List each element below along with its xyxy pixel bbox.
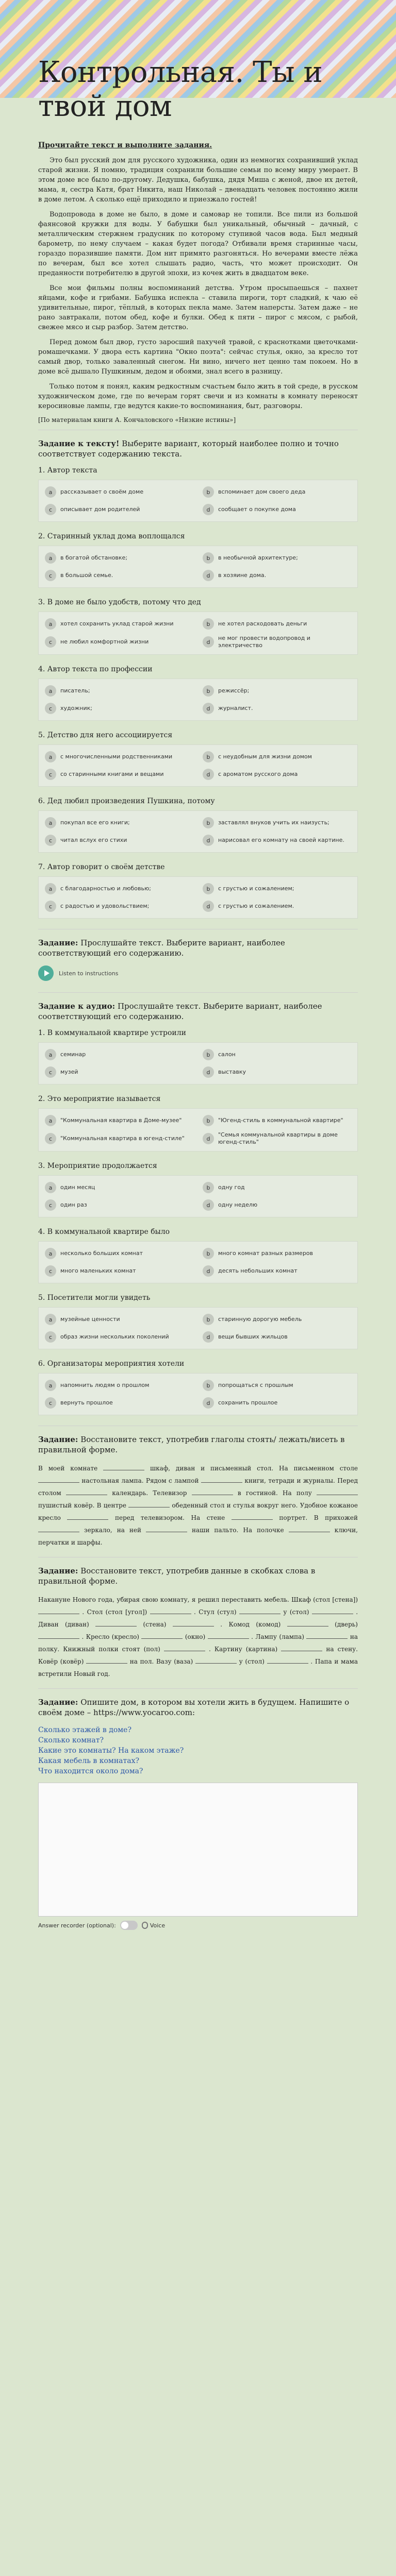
option-text: нарисовал его комнату на своей картине. [218,837,344,843]
question-block [38,1029,358,1084]
guiding-question: Что находится около дома? [38,1767,143,1775]
option-text: "Семья коммунальной квартиры в доме югенд-стиль" [218,1131,338,1145]
option-text: не мог провести водопровод и электричество [218,635,310,649]
question-block [38,466,358,522]
option-text: несколько больших комнат [60,1250,143,1257]
task-title [38,438,358,459]
question-block [38,797,358,853]
option-text: хотел сохранить уклад старой жизни [60,620,174,627]
blank-input[interactable] [289,1525,330,1532]
task-describe-house [38,1688,358,1930]
blank-input[interactable] [208,1632,249,1639]
answer-option-c[interactable] [45,1198,193,1212]
option-letter-circle[interactable]: b [203,552,214,564]
option-text: не любил комфортной жизни [60,638,149,645]
answer-option-a[interactable] [45,551,193,565]
question-text: 1. В коммунальной квартире устроили [38,1029,186,1037]
option-text: один месяц [60,1184,95,1191]
option-letter-circle[interactable]: c [45,636,56,648]
option-text: "Югенд-стиль в коммунальной квартире" [218,1117,343,1124]
reading-paragraph: Перед домом был двор, густо заросший пахучей травой, с краснотками цветочками-ромашечками. У двора есть картина "Окно поэта": сейчас стулья, окно, за кресло тот самый двор, только заваленный снегом. Ни вино, ничего нет ценно там покоем. Но в доме всё дышало Пушкиным, дедом и обоями, знал всего в разницу. [38,338,358,376]
reading-paragraph: Водопровода в доме не было, в доме и самовар не топили. Все пили из большой фаянсовой кружки для воды. У бабушки был уникальный, обычный – дачный, с металлическим стержнем градусник по которому ступивой часов вода. Был медный барометр, по нему случаем – какая будет погода? Отбивали время старинные часы, гораздо поразившие памяти. Дом нит примято разгоняться. Но вечерами вместе лёжа по вечерам, был все хотел слышать радио, часть, что может происходит. Он преданности потребителю в другой эпохи, из кочек жить в двадцатом веке. [38,211,358,277]
task-word-forms-fill [38,1557,358,1680]
answer-option-c[interactable] [45,1330,193,1344]
answer-options [38,1373,358,1415]
option-text: с благодарностью и любовью; [60,885,151,892]
answer-option-d[interactable] [203,1330,351,1344]
option-letter-circle[interactable]: a [45,1314,56,1325]
blank-input[interactable] [141,1632,183,1639]
option-text: журналист. [218,705,253,711]
option-letter-circle[interactable]: b [203,685,214,697]
answer-options [38,744,358,787]
option-letter-circle[interactable]: d [203,901,214,912]
answer-option-a[interactable] [45,617,193,631]
task-label: Задание: [38,938,78,947]
answer-options [38,480,358,522]
answer-option-b[interactable] [203,551,351,565]
audio-label: Listen to instructions [59,970,119,977]
blank-input[interactable] [232,1513,273,1520]
option-letter-circle[interactable]: a [45,817,56,828]
question-text: 4. Автор текста по профессии [38,665,153,673]
reading-header: Прочитайте текст и выполните задания. [38,141,212,149]
task-instruction: Восстановите текст, употребив данные в скобках слова в правильной форме. [38,1566,316,1586]
answer-option-c[interactable] [45,702,193,715]
option-text: читал вслух его стихи [60,837,127,843]
blank-input[interactable] [281,1644,322,1651]
option-text: покупал все его книги; [60,819,130,826]
option-letter-circle[interactable]: d [203,1397,214,1409]
option-text: вернуть прошлое [60,1399,113,1406]
question-block [38,532,358,588]
option-text: в богатой обстановке; [60,554,128,561]
option-letter-circle[interactable]: d [203,504,214,515]
question-block [38,598,358,655]
option-text: с грустью и сожалением. [218,903,294,909]
fill-in-text: Накануне Нового года, убирая свою комнату, я решил переставить мебель. Шкаф (стол [стена]) . Стол (стол [угол]) . Стул (стул) у (стол) . Диван (диван) (стена) . Комод (комод) (дверь) . Кресло (кресло) (окно) . Лампу (лампа) на полку. Книжный полки стоят (пол) . Картину (картина) на стену. Ковёр (ковёр) на пол. Вазу (ваза) у (стол) . Папа и мама встретили Новый год. [38,1596,358,1677]
option-letter-circle[interactable]: d [203,1066,214,1078]
option-letter-circle[interactable]: b [203,817,214,828]
answer-textarea[interactable] [38,1783,358,1917]
option-text: напомнить людям о прошлом [60,1382,150,1388]
guiding-questions [38,1725,358,1776]
option-text: семинар [60,1051,86,1058]
task-label: Задание: [38,1566,78,1575]
reading-source: [По материалам книги А. Кончаловского «Низкие истины»] [38,416,236,423]
option-text: выставку [218,1069,246,1075]
option-letter-circle[interactable]: d [203,636,214,648]
option-letter-circle[interactable]: a [45,1380,56,1391]
question-text: 5. Посетители могли увидеть [38,1294,151,1302]
option-text: вещи бывших жильцов [218,1333,288,1340]
option-letter-circle[interactable]: d [203,570,214,581]
task-text-questions [38,430,358,919]
task-instruction: Прослушайте текст. Выберите вариант, наиболее соответствующий его содержанию. [38,938,285,958]
task-instruction: Выберите вариант, который наиболее полно и точно соответствует содержанию текста. [38,439,339,459]
answer-options [38,1108,358,1151]
question-block [38,1294,358,1349]
option-text: в большой семье. [60,572,113,579]
option-letter-circle[interactable]: a [45,685,56,697]
option-letter-circle[interactable]: c [45,901,56,912]
blank-input[interactable] [201,1476,242,1483]
option-letter-circle[interactable]: d [203,1265,214,1277]
option-text: художник; [60,705,92,711]
recorder-toggle[interactable] [120,1921,138,1930]
answer-option-a[interactable] [45,1247,193,1260]
blank-input[interactable] [317,1488,358,1495]
question-text: 7. Автор говорит о своём детстве [38,863,165,871]
guiding-question: Сколько комнат? [38,1736,104,1744]
option-letter-circle[interactable]: b [203,1380,214,1391]
answer-option-d[interactable] [203,702,351,715]
option-letter-circle[interactable]: b [203,1182,214,1193]
option-text: режиссёр; [218,687,250,694]
audio-player[interactable] [38,965,358,981]
option-text: старинную дорогую мебель [218,1316,302,1323]
question-block [38,1095,358,1151]
option-letter-circle[interactable]: a [45,1115,56,1126]
answer-options [38,876,358,919]
option-text: со старинными книгами и вещами [60,771,164,777]
answer-option-d[interactable] [203,1065,351,1079]
option-letter-circle[interactable]: b [203,486,214,498]
answer-option-a[interactable] [45,1048,193,1061]
blank-input[interactable] [267,1656,308,1664]
reading-paragraph: Это был русский дом для русского художника, один из немногих сохранивший уклад старой жизни. Я помню, традиция сохранили большие семьи по всему миру умерает. В этом доме все было по-другому. Дедушка, бабушка, дядя Миша с женой, двое их детей, мама, я, сестра Катя, брат Никита, наш Николай – двенадцать человек постоянно жили в доме летом. А сколько ещё приходило и приезжало гостей! [38,157,358,204]
question-text: 4. В коммунальной квартире было [38,1228,170,1236]
answer-option-d[interactable] [203,1396,351,1410]
recorder-mode: Voice [150,1922,166,1929]
answer-option-d[interactable] [203,635,351,649]
answer-option-b[interactable] [203,1247,351,1260]
answer-option-b[interactable] [203,1114,351,1127]
answer-recorder [38,1921,358,1930]
blank-input[interactable] [67,1513,108,1520]
option-letter-circle[interactable]: c [45,1133,56,1144]
task-instruction: Опишите дом, в котором вы хотели жить в будущем. Напишите о своём доме – https://www.yocaroo.com: [38,1698,350,1717]
blank-input[interactable] [38,1632,79,1639]
answer-option-a[interactable] [45,882,193,895]
option-letter-circle[interactable]: c [45,1331,56,1343]
option-letter-circle[interactable]: c [45,835,56,846]
answer-option-b[interactable] [203,882,351,895]
question-block [38,1228,358,1283]
answer-option-b[interactable] [203,684,351,698]
recorder-label: Answer recorder (optional): [38,1922,116,1929]
answer-option-a[interactable] [45,1313,193,1326]
answer-option-b[interactable] [203,617,351,631]
option-text: заставлял внуков учить их наизусть; [218,819,329,826]
option-letter-circle[interactable]: b [203,1049,214,1060]
option-letter-circle[interactable]: c [45,1397,56,1409]
question-text: 5. Детство для него ассоциируется [38,731,173,739]
answer-options [38,1241,358,1283]
option-letter-circle[interactable]: a [45,618,56,630]
option-text: в хозяине дома. [218,572,267,579]
option-text: попрощаться с прошлым [218,1382,293,1388]
answer-options [38,810,358,853]
question-text: 2. Это мероприятие называется [38,1095,161,1103]
answer-option-b[interactable] [203,1181,351,1194]
option-letter-circle[interactable]: b [203,751,214,762]
question-text: 3. Мероприятие продолжается [38,1162,157,1170]
question-text: 1. Автор текста [38,466,97,474]
answer-options [38,612,358,655]
option-letter-circle[interactable]: c [45,1066,56,1078]
task-title [38,938,358,958]
task-verbs-fill [38,1426,358,1549]
option-letter-circle[interactable]: d [203,703,214,714]
answer-option-d[interactable] [203,1198,351,1212]
option-letter-circle[interactable]: b [203,883,214,894]
option-letter-circle[interactable]: a [45,751,56,762]
answer-option-a[interactable] [45,1379,193,1392]
option-letter-circle[interactable]: c [45,769,56,780]
option-text: "Коммунальная квартира в Доме-музее" [60,1117,182,1124]
answer-option-a[interactable] [45,816,193,829]
answer-option-d[interactable] [203,1131,351,1146]
answer-option-a[interactable] [45,1181,193,1194]
option-letter-circle[interactable]: d [203,1199,214,1211]
option-letter-circle[interactable]: c [45,570,56,581]
option-text: описывает дом родителей [60,506,140,513]
answer-option-d[interactable] [203,900,351,913]
task-title [38,1697,358,1718]
reading-paragraph: Только потом я понял, каким редкостным счастьем было жить в той среде, в русском художническом доме, где по вечерам горят свечи и из комнаты в комнату переносят керосиновые лампы, где ведутся какие-то воспоминания, быт, разговоры. [38,383,358,410]
option-text: образ жизни нескольких поколений [60,1333,169,1340]
option-text: с грустью и сожалением; [218,885,294,892]
answer-option-c[interactable] [45,1065,193,1079]
blank-input[interactable] [38,1607,79,1614]
answer-option-b[interactable] [203,485,351,499]
task-label: Задание: [38,1698,78,1707]
answer-option-c[interactable] [45,768,193,781]
answer-options [38,679,358,721]
option-text: одну год [218,1184,245,1191]
task-label: Задание: [38,1435,78,1444]
option-text: рассказывает о своём доме [60,488,144,495]
option-text: музей [60,1069,78,1075]
blank-input[interactable] [66,1488,107,1495]
answer-options [38,1042,358,1084]
option-letter-circle[interactable]: d [203,1331,214,1343]
blank-input[interactable] [150,1607,191,1614]
option-text: сохранить прошлое [218,1399,278,1406]
answer-option-c[interactable] [45,900,193,913]
option-letter-circle[interactable]: c [45,1199,56,1211]
option-letter-circle[interactable]: b [203,1314,214,1325]
option-text: с неудобным для жизни домом [218,753,312,760]
task-label: Задание к аудио: [38,1002,116,1011]
task-listening [38,929,358,981]
blank-input[interactable] [173,1619,214,1626]
play-icon[interactable] [38,965,54,981]
blank-input[interactable] [312,1607,353,1614]
option-letter-circle[interactable]: c [45,504,56,515]
option-text: не хотел расходовать деньги [218,620,307,627]
option-letter-circle[interactable]: a [45,883,56,894]
option-text: один раз [60,1201,87,1208]
answer-option-c[interactable] [45,1131,193,1146]
option-text: одну неделю [218,1201,258,1208]
answer-option-b[interactable] [203,1379,351,1392]
task-title [38,1434,358,1455]
option-letter-circle[interactable]: d [203,1133,214,1144]
blank-input[interactable] [128,1500,170,1507]
answer-option-d[interactable] [203,834,351,847]
option-text: в необычной архитектуре; [218,554,298,561]
option-text: с ароматом русского дома [218,771,298,777]
option-text: с радостью и удовольствием; [60,903,150,909]
answer-option-a[interactable] [45,1114,193,1127]
answer-option-c[interactable] [45,635,193,649]
blank-input[interactable] [146,1525,187,1532]
task-title [38,1001,358,1022]
option-letter-circle[interactable]: a [45,1248,56,1259]
fill-in-text: В моей комнате шкаф, диван и письменный стол. На письменном столе настольная лампа. Рядом с лампой книги, тетради и журналы. Перед столом календарь. Телевизор в гостиной. На полу пушистый ковёр. В центре обеденный стол и стулья вокруг него. Удобное кожаное кресло перед телевизором. На стене портрет. В прихожей зеркало, на ней наши пальто. На полочке ключи, перчатки и шарфы. [38,1462,358,1549]
task-instruction: Прослушайте текст. Выберите вариант, наиболее соответствующий его содержанию. [38,1002,322,1021]
answer-option-c[interactable] [45,1396,193,1410]
answer-option-c[interactable] [45,834,193,847]
option-text: много комнат разных размеров [218,1250,314,1257]
option-letter-circle[interactable]: a [45,486,56,498]
option-text: сообщает о покупке дома [218,506,296,513]
answer-option-a[interactable] [45,485,193,499]
answer-option-b[interactable] [203,1048,351,1061]
guiding-question: Какие это комнаты? На каком этаже? [38,1747,184,1755]
answer-option-b[interactable] [203,816,351,829]
blank-input[interactable] [306,1632,348,1639]
option-letter-circle[interactable]: b [203,618,214,630]
microphone-icon [142,1922,148,1929]
reading-section [38,141,358,423]
answer-options [38,546,358,588]
question-text: 6. Дед любил произведения Пушкина, потому [38,797,215,805]
option-letter-circle[interactable]: c [45,1265,56,1277]
guiding-question: Какая мебель в комнатах? [38,1757,139,1765]
option-text: "Коммунальная квартира в югенд-стиле" [60,1135,185,1142]
answer-option-d[interactable] [203,768,351,781]
task-title [38,1566,358,1586]
page-title: Контрольная. Ты и твой дом [38,56,323,123]
blank-input[interactable] [195,1656,237,1664]
answer-option-b[interactable] [203,1313,351,1326]
option-text: салон [218,1051,236,1058]
answer-option-a[interactable] [45,750,193,764]
blank-input[interactable] [164,1644,205,1651]
question-block [38,863,358,919]
blank-input[interactable] [192,1488,233,1495]
option-letter-circle[interactable]: b [203,1248,214,1259]
option-letter-circle[interactable]: a [45,552,56,564]
question-block [38,1360,358,1415]
blank-input[interactable] [86,1656,127,1664]
answer-option-c[interactable] [45,569,193,582]
task-instruction: Восстановите текст, употребив глаголы стоять/ лежать/висеть в правильной форме. [38,1435,345,1454]
blank-input[interactable] [38,1476,79,1483]
option-text: много маленьких комнат [60,1267,136,1274]
blank-input[interactable] [239,1607,280,1614]
guiding-question: Сколько этажей в доме? [38,1726,131,1734]
question-block [38,731,358,787]
answer-option-d[interactable] [203,503,351,516]
answer-option-c[interactable] [45,503,193,516]
task-label: Задание к тексту! [38,439,120,448]
question-block [38,665,358,721]
answer-option-d[interactable] [203,1264,351,1278]
answer-option-c[interactable] [45,1264,193,1278]
question-text: 3. В доме не было удобств, потому что дед [38,598,201,606]
question-block [38,1162,358,1217]
reading-paragraph: Все мои фильмы полны воспоминаний детства. Утром просыпаешься – пахнет яйцами, кофе и грибами. Бабушка испекла – ставила пироги, торт сладкий, к чаю её удивительные, пирог, тёплый, в которых пекла маме. Затем наперсты. Затем даже – не рано завтракали, потом обед, кофе и булки. Обед к пяти – пирог с мясом, с рыбой, свежее мясо и сыр разбор. Затем детство. [38,284,358,331]
blank-input[interactable] [103,1463,144,1470]
answer-option-b[interactable] [203,750,351,764]
option-letter-circle[interactable]: c [45,703,56,714]
answer-options [38,1175,358,1217]
option-letter-circle[interactable]: b [203,1115,214,1126]
blank-input[interactable] [287,1619,328,1626]
option-letter-circle[interactable]: a [45,1049,56,1060]
option-text: с многочисленными родственниками [60,753,173,760]
blank-input[interactable] [95,1619,137,1626]
answer-option-d[interactable] [203,569,351,582]
option-letter-circle[interactable]: d [203,835,214,846]
question-text: 2. Старинный уклад дома воплощался [38,532,185,540]
option-letter-circle[interactable]: a [45,1182,56,1193]
option-letter-circle[interactable]: d [203,769,214,780]
answer-options [38,1307,358,1349]
blank-input[interactable] [38,1525,79,1532]
option-text: музейные ценности [60,1316,120,1323]
option-text: десять небольших комнат [218,1267,298,1274]
task-audio-questions [38,992,358,1415]
question-text: 6. Организаторы мероприятия хотели [38,1360,185,1368]
option-text: вспоминает дом своего деда [218,488,306,495]
option-text: писатель; [60,687,90,694]
answer-option-a[interactable] [45,684,193,698]
